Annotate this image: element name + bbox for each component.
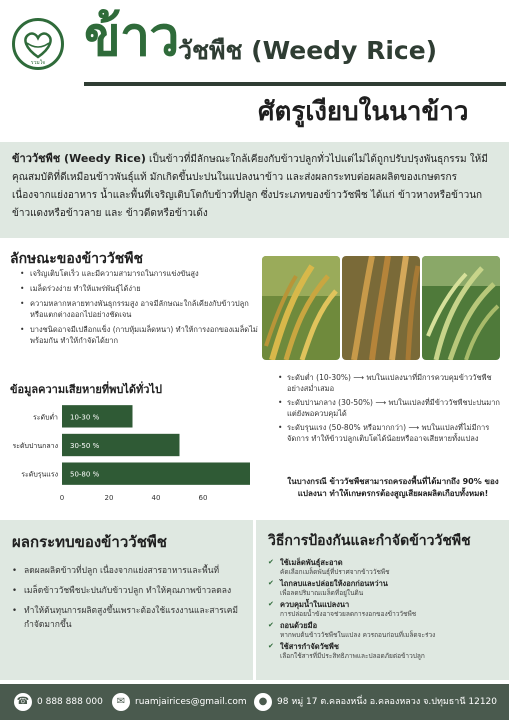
logo: [12, 18, 64, 70]
chart-tick-label: 0: [59, 494, 65, 502]
location-pin-icon: ●: [254, 693, 272, 711]
prevention-section: [256, 520, 509, 680]
footer-phone[interactable]: [14, 693, 103, 711]
prevention-head: ✔ ใช้เมล็ดพันธุ์สะอาด: [280, 558, 343, 567]
address-text: 98 หมู่ 17 ต.คลองหนึ่ง อ.คลองหลวง จ.ปทุมธานี 12120: [277, 697, 497, 707]
impact-list: [12, 564, 241, 632]
chart-tick-label: 60: [198, 494, 208, 502]
list-item: • เจริญเติบโตเร็ว และมีความสามารถในการแข่งขันสูง: [20, 268, 260, 279]
impact-title: ผลกระทบของข้าววัชพืช: [12, 533, 167, 551]
chart-category-label: ระดับปานกลาง: [12, 442, 58, 450]
chart-bar-label: 30-50 %: [70, 442, 100, 450]
title-underline: [84, 82, 506, 86]
loss-note: ในบางกรณี ข้าววัชพืชสามารถครองพื้นที่ได้มากถึง 90% ของแปลงนา ทำให้เกษตรกรต้องสูญเสียผลผลิตเกือบทั้งหมด!: [287, 477, 499, 498]
prevention-head: ✔ ถอนด้วยมือ: [280, 621, 318, 630]
prevention-desc: เพื่อลดปริมาณเมล็ดที่อยู่ในดิน: [280, 589, 364, 597]
heart-hands-icon: [15, 21, 61, 67]
list-item: • ความหลากหลายทางพันธุกรรมสูง อาจมีลักษณะใกล้เคียงกับข้าวปลูก หรือแตกต่างออกไปอย่างชัดเจน: [20, 298, 260, 320]
title-weedy-rice: วัชพืช (Weedy Rice): [178, 36, 438, 65]
list-item: • บางชนิดอาจมีเปลือกแข็ง (กาบหุ้มเมล็ดหนา) ทำให้การงอกของเมล็ดไม่พร้อมกัน ทำให้กำจัดได้ยาก: [20, 324, 260, 346]
phone-text: 0 888 888 000: [37, 697, 103, 707]
prevention-title: วิธีการป้องกันและกำจัดข้าววัชพืช: [268, 533, 471, 549]
characteristics-title: ลักษณะของข้าววัชพืช: [10, 251, 143, 267]
list-item: [268, 621, 497, 640]
chart-category-label: ระดับรุนแรง: [21, 470, 58, 479]
chart-tick-label: 20: [104, 494, 114, 502]
intro-section: [0, 142, 509, 238]
intro-lead: ข้าววัชพืช (Weedy Rice): [12, 152, 146, 165]
rice-photo-3: [422, 256, 500, 360]
chart-bar-label: 10-30 %: [70, 413, 100, 422]
list-item: • เมล็ดร่วงง่าย ทำให้แพร่พันธุ์ได้ง่าย: [20, 283, 260, 294]
email-icon: ✉: [112, 693, 130, 711]
prevention-head: ✔ ใช้สารกำจัดวัชพืช: [280, 642, 339, 651]
loss-levels-list: [278, 372, 503, 447]
prevention-desc: คัดเลือกเมล็ดพันธุ์ที่ปราศจากข้าววัชพืช: [280, 568, 390, 576]
intro-text: เป็นข้าวที่มีลักษณะใกล้เคียงกับข้าวปลูกทั่วไปแต่ไม่ได้ถูกปรับปรุงพันธุกรรม ให้มีคุณสมบัติที่ดีเหมือนข้าวพันธุ์แท้ มักเกิดขึ้นปะปนในแปลงนาข้าว และส่งผลกระทบต่อผลผลิตของเกษตรกร เนื่องจากแย่งอาหาร น้ำและพื้นที่เจริญเติบโตกับข้าวที่ปลูก ซึ่งประเภทของข้าววัชพืช ได้แก่ ข้าวหางหรือข้าวนก ข้าวแดงหรือข้าวลาย และ ข้าวดีดหรือข้าวเด้ง: [12, 154, 488, 219]
characteristics-list: [20, 268, 260, 350]
chart-tick-label: 40: [151, 494, 161, 502]
chart-title: ข้อมูลความเสียหายที่พบได้ทั่วไป: [10, 383, 162, 396]
list-item: • ลดผลผลิตข้าวที่ปลูก เนื่องจากแย่งสารอาหารและพื้นที่: [12, 564, 241, 578]
list-item: • ระดับรุนแรง (50-80% หรือมากกว่า) ⟶ พบในแปลงที่ไม่มีการจัดการ ทำให้ข้าวปลูกเติบโตได้น้อยหรืออาจเสียหายทั้งแปลง: [278, 422, 503, 444]
prevention-head: ✔ ไถกลบและปล่อยให้งอกก่อนหว่าน: [280, 579, 388, 588]
prevention-desc: เลือกใช้สารที่มีประสิทธิภาพและปลอดภัยต่อข้าวปลูก: [280, 652, 425, 660]
email-text: ruamjairices@gmail.com: [135, 697, 247, 707]
list-item: [268, 642, 497, 661]
page-subtitle: ศัตรูเงียบในนาข้าว: [258, 97, 469, 127]
footer: [0, 684, 509, 720]
list-item: • ระดับต่ำ (10-30%) ⟶ พบในแปลงนาที่มีการควบคุมข้าววัชพืชอย่างสม่ำเสมอ: [278, 372, 503, 394]
damage-bar-chart: [0, 396, 262, 510]
logo-caption: รวมใจ: [30, 60, 46, 66]
rice-photo-1: [262, 256, 340, 360]
header: [0, 0, 509, 138]
list-item: [268, 600, 497, 619]
list-item: [268, 558, 497, 577]
list-item: • เมล็ดข้าววัชพืชปะปนกับข้าวปลูก ทำให้คุณภาพข้าวลดลง: [12, 584, 241, 598]
list-item: • ทำให้ต้นทุนการผลิตสูงขึ้นเพราะต้องใช้แรงงานและสารเคมีกำจัดมากขึ้น: [12, 604, 241, 632]
rice-photo-2: [342, 256, 420, 360]
chart-bar-label: 50-80 %: [70, 470, 100, 479]
prevention-head: ✔ ควบคุมน้ำในแปลงนา: [280, 600, 350, 609]
footer-email[interactable]: [112, 693, 247, 711]
chart-category-label: ระดับต่ำ: [33, 413, 58, 422]
title-main: ข้าว: [84, 5, 179, 68]
list-item: [268, 579, 497, 598]
list-item: • ระดับปานกลาง (30-50%) ⟶ พบในแปลงที่มีข้าววัชพืชปะปนมาก แต่ยังพอควบคุมได้: [278, 397, 503, 419]
phone-icon: ☎: [14, 693, 32, 711]
prevention-list: [268, 558, 497, 661]
impact-section: [0, 520, 253, 680]
prevention-desc: หากพบต้นข้าววัชพืชในแปลง ควรถอนก่อนที่เมล็ดจะร่วง: [280, 631, 436, 639]
prevention-desc: การปล่อยน้ำขังอาจช่วยลดการงอกของข้าววัชพืช: [280, 610, 417, 618]
footer-address: [254, 693, 497, 711]
